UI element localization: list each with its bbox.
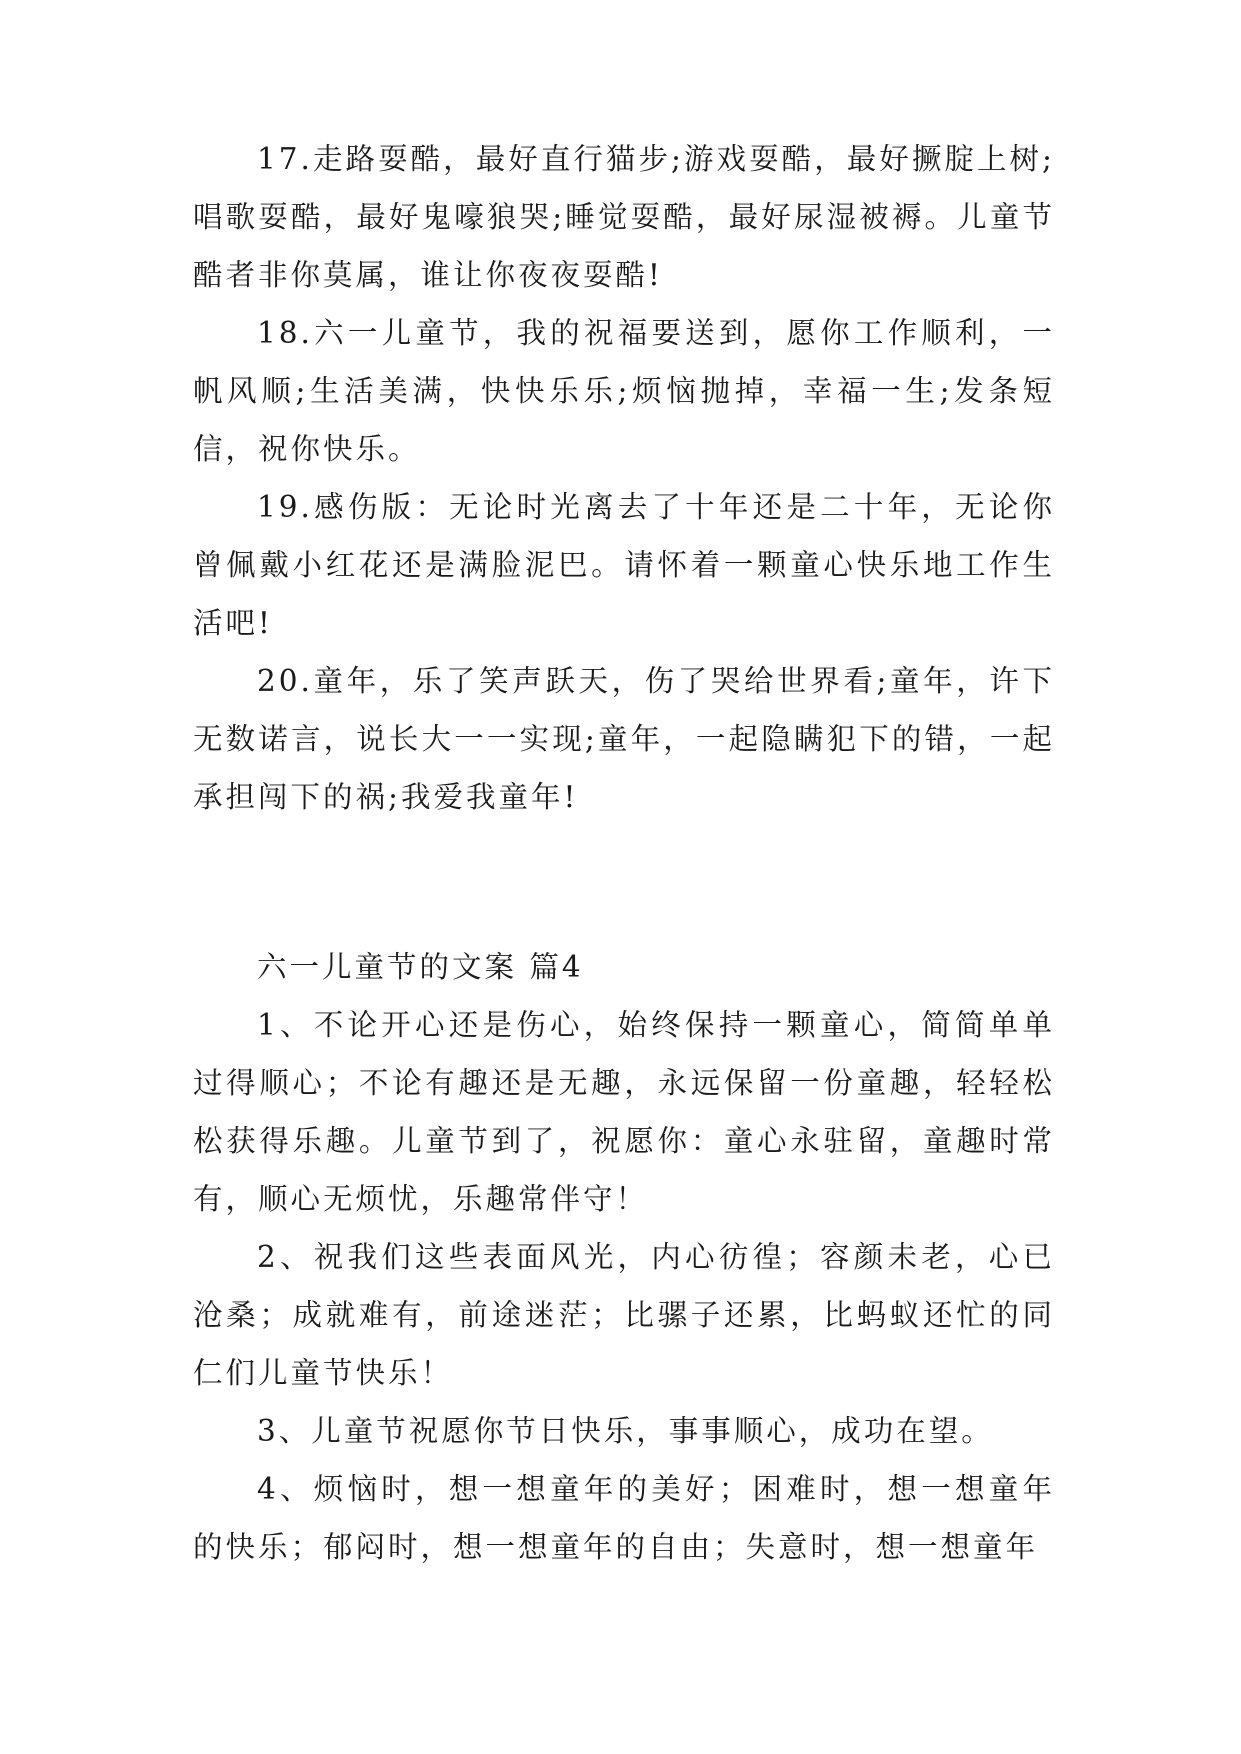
paragraph-1: 1、不论开心还是伤心，始终保持一颗童心，简简单单过得顺心；不论有趣还是无趣，永远保留一份童趣，轻轻松松获得乐趣。儿童节到了，祝愿你：童心永驻留，童趣时常有，顺心无烦忧，乐趣常伴守！	[193, 1008, 1055, 1216]
paragraph-19: 19.感伤版：无论时光离去了十年还是二十年，无论你曾佩戴小红花还是满脸泥巴。请怀着一颗童心快乐地工作生活吧!	[193, 490, 1055, 640]
paragraph-17: 17.走路耍酷，最好直行猫步;游戏耍酷，最好撅腚上树;唱歌耍酷，最好鬼嚎狼哭;睡觉耍酷，最好尿湿被褥。儿童节酷者非你莫属，谁让你夜夜耍酷!	[193, 142, 1055, 292]
paragraph-4: 4、烦恼时，想一想童年的美好；困难时，想一想童年的快乐；郁闷时，想一想童年的自由；失意时，想一想童年	[193, 1472, 1055, 1564]
paragraph-18: 18.六一儿童节，我的祝福要送到，愿你工作顺利，一帆风顺;生活美满，快快乐乐;烦恼抛掉，幸福一生;发条短信，祝你快乐。	[193, 316, 1055, 466]
paragraph-2: 2、祝我们这些表面风光，内心彷徨；容颜未老，心已沧桑；成就难有，前途迷茫；比骡子还累，比蚂蚁还忙的同仁们儿童节快乐！	[193, 1240, 1055, 1390]
section-heading: 六一儿童节的文案 篇4	[257, 950, 584, 984]
paragraph-20: 20.童年，乐了笑声跃天，伤了哭给世界看;童年，许下无数诺言，说长大一一实现;童年，一起隐瞒犯下的错，一起承担闯下的祸;我爱我童年!	[193, 664, 1055, 814]
paragraph-3: 3、儿童节祝愿你节日快乐，事事顺心，成功在望。	[257, 1414, 994, 1448]
document-page	[193, 130, 1055, 1576]
